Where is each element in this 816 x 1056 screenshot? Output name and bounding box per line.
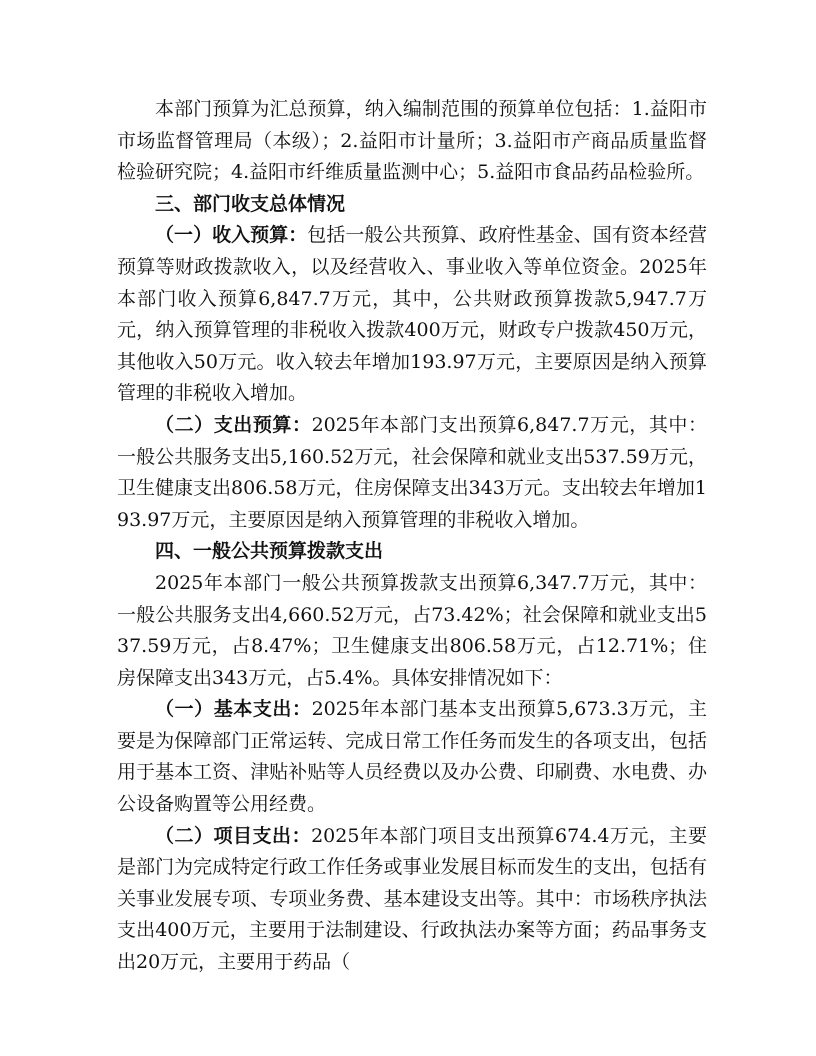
expense-budget-lead: （二）支出预算： xyxy=(155,413,312,436)
income-budget-paragraph xyxy=(117,220,707,410)
project-expense-lead: （二）项目支出： xyxy=(155,824,312,847)
basic-expense-lead: （一）基本支出： xyxy=(155,698,312,721)
project-expense-paragraph xyxy=(117,821,707,979)
basic-expense-text: 2025年本部门基本支出预算5,673.3万元，主要是为保障部门正常运转、完成日常工作任务而发生的各项支出，包括用于基本工资、津贴补贴等人员经费以及办公费、印刷费、水电费、办公设备购置等公用经费。 xyxy=(117,698,707,816)
general-budget-intro: 2025年本部门一般公共预算拨款支出预算6,347.7万元，其中：一般公共服务支出4,660.52万元，占73.42%；社会保障和就业支出537.59万元，占8.47%；卫生健康支出806.58万元，占12.71%；住房保障支出343万元，占5.4%。具体安排情况如下： xyxy=(117,571,707,689)
expense-budget-paragraph xyxy=(117,410,707,536)
section-heading-general-budget: 四、一般公共预算拨款支出 xyxy=(155,540,384,563)
project-expense-text: 2025年本部门项目支出预算674.4万元，主要是部门为完成特定行政工作任务或事业发展目标而发生的支出，包括有关事业发展专项、专项业务费、基本建设支出等。其中：市场秩序执法支出400万元，主要用于法制建设、行政执法办案等方面；药品事务支出20万元，主要用于药品（ xyxy=(117,824,707,974)
basic-expense-paragraph xyxy=(117,694,707,820)
income-budget-text: 包括一般公共预算、政府性基金、国有资本经营预算等财政拨款收入，以及经营收入、事业收入等单位资金。2025年本部门收入预算6,847.7万元，其中，公共财政预算拨款5,947.7万元，纳入预算管理的非税收入拨款400万元，财政专户拨款450万元，其他收入50万元。收入较去年增加193.97万元，主要原因是纳入预算管理的非税收入增加。 xyxy=(117,224,707,405)
income-budget-lead: （一）收入预算： xyxy=(155,224,308,247)
expense-budget-text: 2025年本部门支出预算6,847.7万元，其中：一般公共服务支出5,160.52万元，社会保障和就业支出537.59万元，卫生健康支出806.58万元，住房保障支出343万元。支出较去年增加193.97万元，主要原因是纳入预算管理的非税收入增加。 xyxy=(117,413,707,531)
scope-paragraph: 本部门预算为汇总预算，纳入编制范围的预算单位包括：1.益阳市市场监督管理局（本级）；2.益阳市计量所；3.益阳市产商品质量监督检验研究院；4.益阳市纤维质量监测中心；5.益阳市食品药品检验所。 xyxy=(117,98,707,184)
document-page xyxy=(117,94,707,979)
section-heading-income-expense: 三、部门收支总体情况 xyxy=(155,192,346,215)
